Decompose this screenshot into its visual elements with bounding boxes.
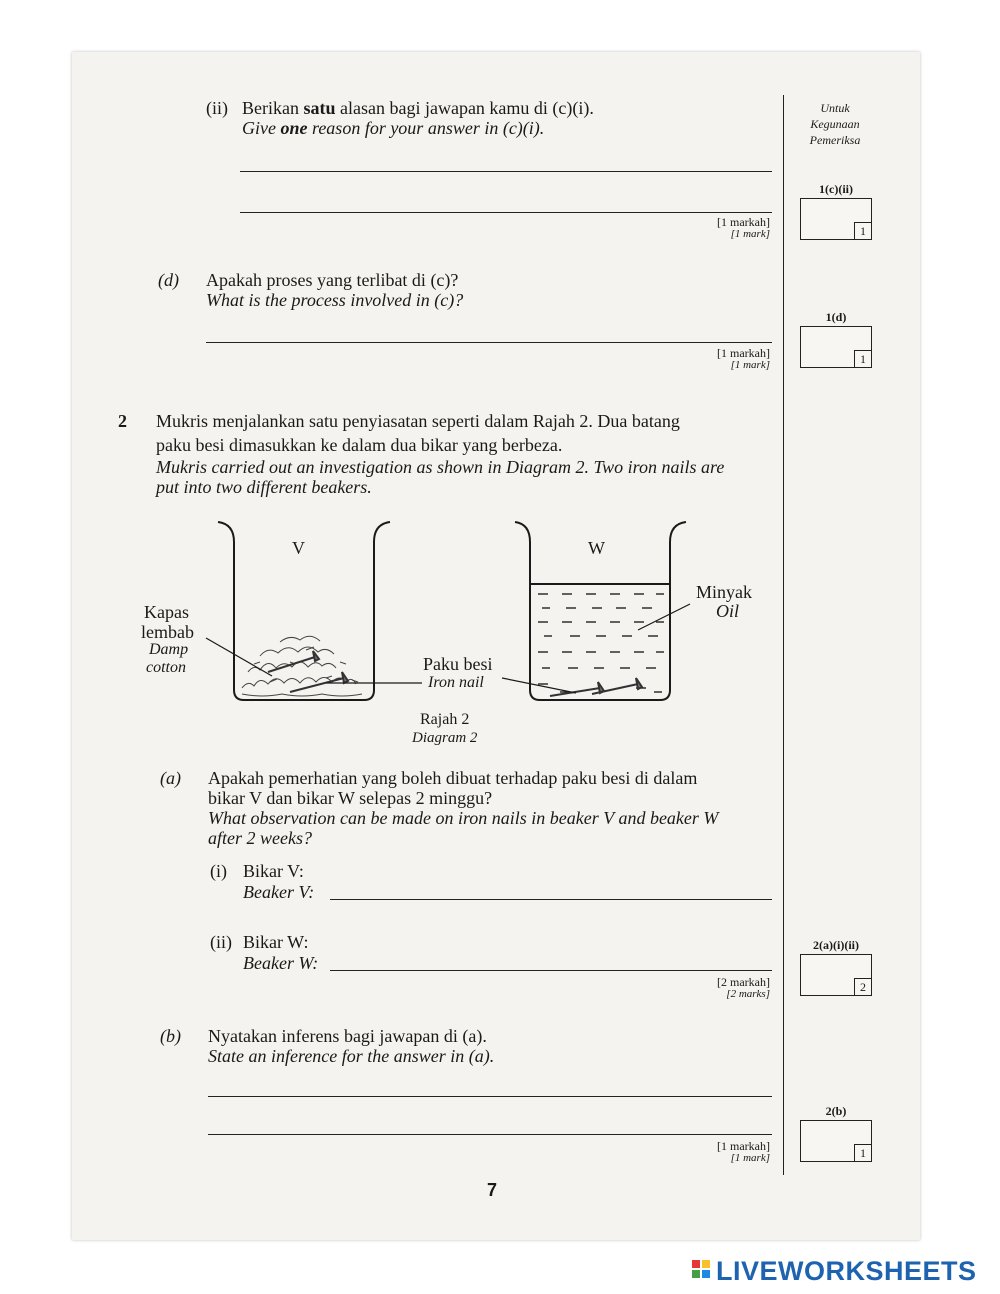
q2a-i-label: (i): [210, 861, 227, 881]
q2a-label: (a): [160, 768, 181, 788]
damp-cotton-label-en-1: Damp: [149, 641, 189, 658]
logo-square-icon: [692, 1270, 700, 1278]
marks-q2b: [1 markah] [1 mark]: [717, 1139, 770, 1164]
q1c-ii-label: (ii): [206, 98, 228, 118]
examiner-column-header: [800, 100, 870, 148]
q2a-question-en-2: after 2 weeks?: [208, 828, 312, 848]
oil-dashes: [538, 594, 664, 692]
iron-nail-label-en: Iron nail: [428, 674, 484, 691]
q2-intro-ms-2: paku besi dimasukkan ke dalam dua bikar yang berbeza.: [156, 435, 563, 455]
q2b-question-en: State an inference for the answer in (a).: [208, 1046, 495, 1066]
answer-line[interactable]: [208, 1096, 772, 1097]
q2a-question-ms-1: Apakah pemerhatian yang boleh dibuat terhadap paku besi di dalam: [208, 768, 698, 788]
header-line-1: Untuk: [820, 101, 850, 115]
examiner-label-2b: 2(b): [825, 1104, 847, 1118]
q2a-question-ms-2: bikar V dan bikar W selepas 2 minggu?: [208, 788, 493, 808]
damp-cotton-label-en-2: cotton: [146, 659, 186, 676]
marks-q1c-ii: [1 markah] [1 mark]: [717, 215, 770, 240]
max-score: 1: [854, 222, 872, 240]
oil-label-ms: Minyak: [696, 582, 752, 602]
q1d-question-ms: Apakah proses yang terlibat di (c)?: [206, 270, 459, 290]
q2a-question-en-1: What observation can be made on iron nails in beaker V and beaker W: [208, 808, 719, 828]
header-line-2: Kegunaan: [810, 117, 860, 131]
q1d-label: (d): [158, 270, 179, 290]
examiner-score-box-2b: [800, 1120, 872, 1162]
logo-square-icon: [702, 1260, 710, 1268]
beaker-w-label: W: [588, 538, 605, 558]
q2a-ii-label: (ii): [210, 932, 232, 952]
q2-intro-ms-1: Mukris menjalankan satu penyiasatan seperti dalam Rajah 2. Dua batang: [156, 411, 680, 431]
max-score: 2: [854, 978, 872, 996]
q2a-ii-en: Beaker W:: [243, 953, 319, 973]
iron-nail-label-ms: Paku besi: [423, 654, 493, 674]
q1c-ii-question-en: Give one reason for your answer in (c)(i).: [242, 118, 545, 138]
page-number: 7: [487, 1180, 498, 1200]
diagram-caption-en: Diagram 2: [412, 730, 478, 746]
damp-cotton-label-ms-1: Kapas: [144, 602, 189, 622]
answer-line[interactable]: [206, 342, 772, 343]
examiner-label-1c-ii: 1(c)(ii): [819, 182, 853, 196]
logo-text: LIVEWORKSHEETS: [716, 1256, 977, 1286]
beaker-v-label: V: [292, 538, 305, 558]
q1d-question-en: What is the process involved in (c)?: [206, 290, 464, 310]
answer-line-beaker-w[interactable]: [330, 970, 772, 971]
q2b-question-ms: Nyatakan inferens bagi jawapan di (a).: [208, 1026, 487, 1046]
q1c-ii-question-ms: Berikan satu alasan bagi jawapan kamu di (c)(i).: [242, 98, 594, 118]
logo-square-icon: [702, 1270, 710, 1278]
q2a-i-ms: Bikar V:: [243, 861, 304, 881]
q2-intro-en-1: Mukris carried out an investigation as shown in Diagram 2. Two iron nails are: [156, 457, 725, 477]
damp-cotton-label-ms-2: lembab: [141, 622, 194, 642]
examiner-score-box-2a: [800, 954, 872, 996]
q2-intro-en-2: put into two different beakers.: [156, 477, 372, 497]
answer-line[interactable]: [208, 1134, 772, 1135]
answer-line-beaker-v[interactable]: [330, 899, 772, 900]
q2-number: 2: [118, 411, 127, 431]
pointer-iron-nail-w: [502, 678, 576, 693]
oil-label-en: Oil: [716, 601, 740, 621]
diagram-caption-ms: Rajah 2: [420, 711, 470, 728]
examiner-score-box-1d: [800, 326, 872, 368]
marks-q1d: [1 markah] [1 mark]: [717, 346, 770, 371]
logo-square-icon: [692, 1260, 700, 1268]
pointer-damp-cotton: [206, 638, 272, 676]
examiner-column-divider: [783, 95, 784, 1175]
damp-cotton: [242, 636, 362, 696]
examiner-label-2a: 2(a)(i)(ii): [813, 938, 859, 952]
header-line-3: Pemeriksa: [809, 133, 861, 147]
examiner-label-1d: 1(d): [825, 310, 847, 324]
q2b-label: (b): [160, 1026, 181, 1046]
answer-line[interactable]: [240, 212, 772, 213]
answer-line[interactable]: [240, 171, 772, 172]
q2a-i-en: Beaker V:: [243, 882, 315, 902]
max-score: 1: [854, 350, 872, 368]
examiner-score-box-1c-ii: [800, 198, 872, 240]
marks-q2a: [2 markah] [2 marks]: [717, 975, 770, 1000]
iron-nail: [268, 651, 319, 672]
q2a-ii-ms: Bikar W:: [243, 932, 309, 952]
max-score: 1: [854, 1144, 872, 1162]
